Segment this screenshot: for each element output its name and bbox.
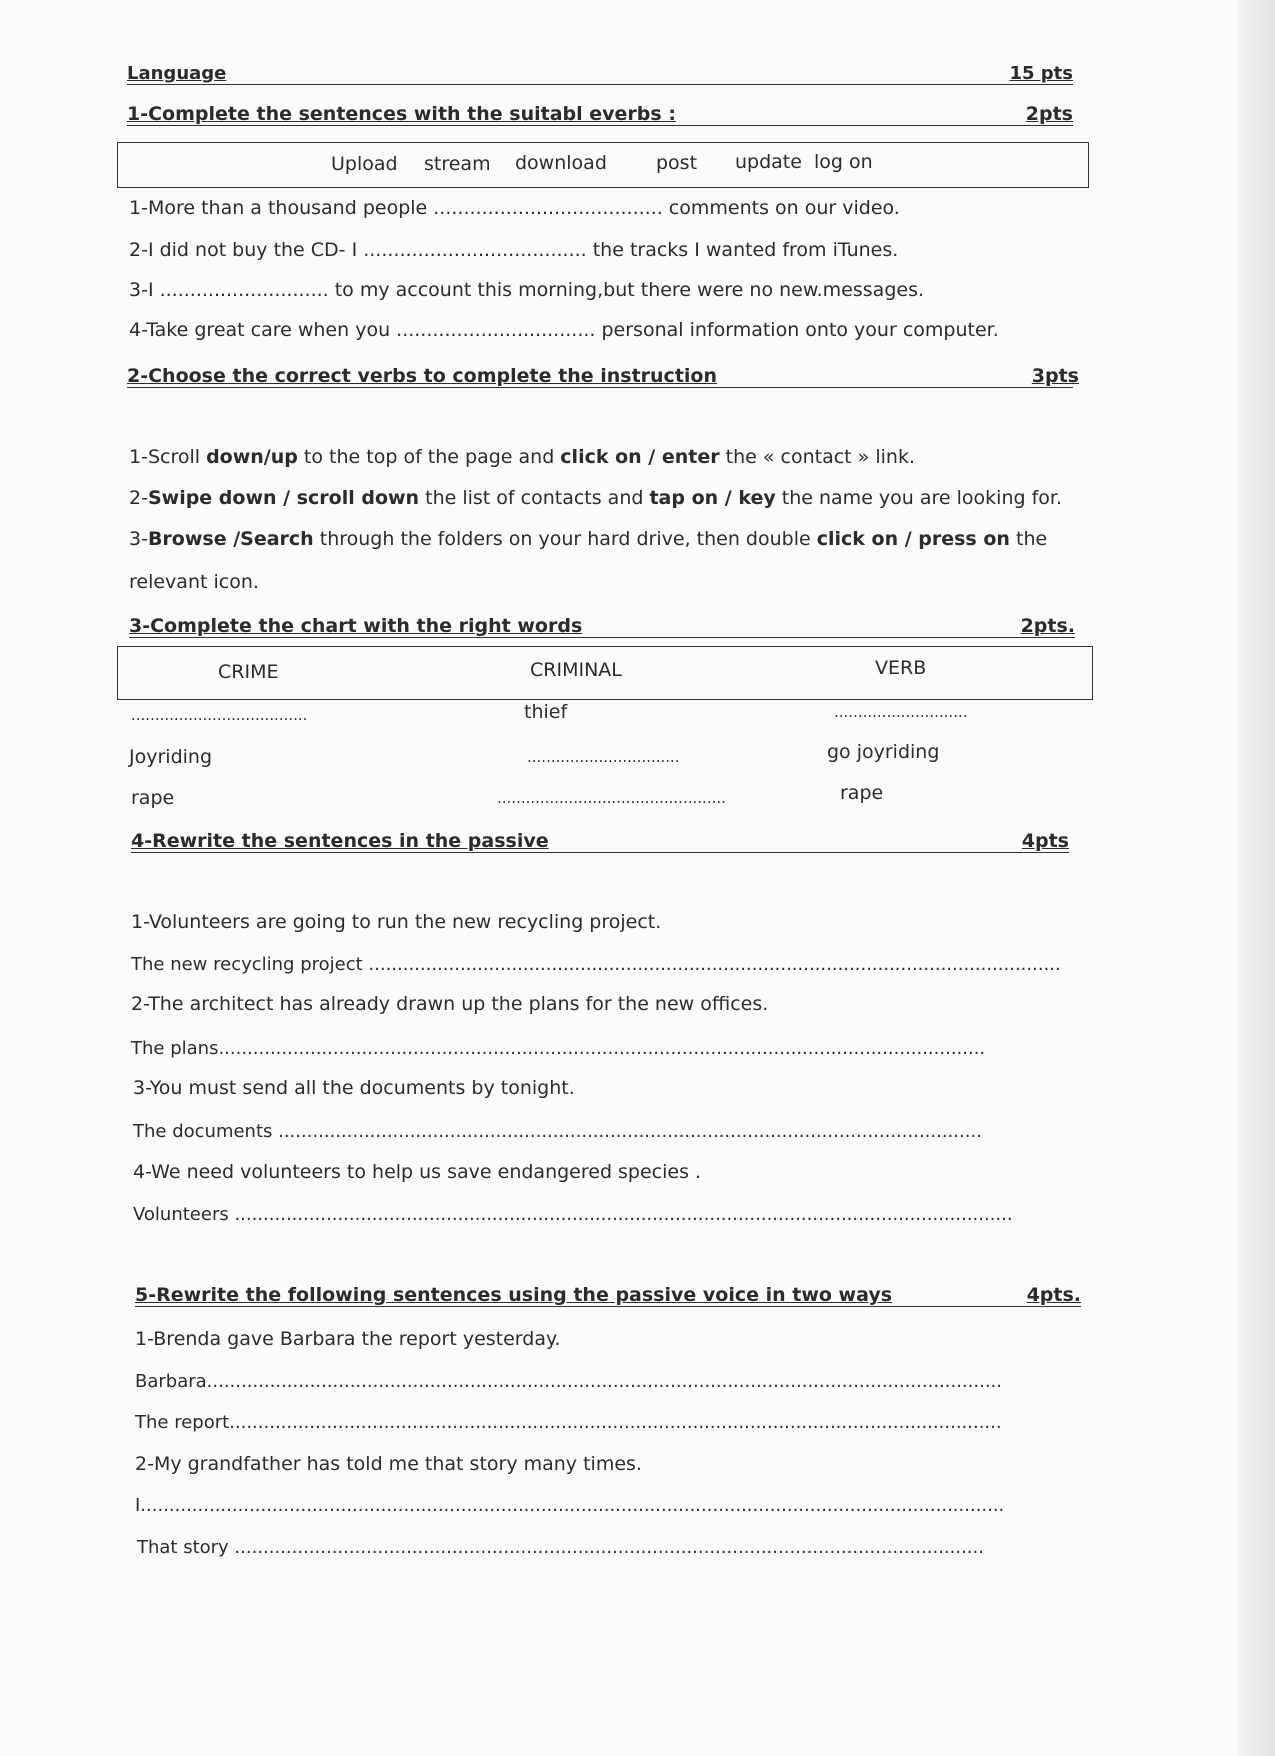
section4-line: The plans......................................................................................................................................	[131, 1038, 986, 1059]
section1-points: 2pts	[1025, 103, 1073, 125]
section5-heading	[135, 1280, 1081, 1307]
verb-choice: down/up	[206, 446, 298, 468]
section4-line: 1-Volunteers are going to run the new recycling project.	[131, 911, 662, 933]
chart-cell: rape	[840, 782, 884, 804]
word-bank-box	[117, 142, 1089, 188]
text: the	[1009, 528, 1048, 550]
section3-heading	[129, 611, 1075, 638]
section1-heading	[127, 99, 1073, 126]
text: 2-	[129, 487, 148, 509]
section4-line: The documents ...........................................................................................................................	[133, 1121, 982, 1142]
section5-line: The report.......................................................................................................................................	[135, 1412, 1002, 1433]
section2-continuation: relevant icon.	[129, 571, 259, 593]
section1-title: 1-Complete the sentences with the suitabl everbs :	[127, 103, 676, 125]
text: to the top of the page and	[297, 446, 561, 468]
text: the name you are looking for.	[775, 487, 1063, 509]
section2-heading	[127, 361, 1079, 388]
section2-item	[129, 445, 915, 469]
text: the « contact » link.	[719, 446, 915, 468]
word-bank-word: download	[515, 152, 607, 174]
section2-item	[129, 486, 1062, 510]
section3-title: 3-Complete the chart with the right words	[129, 615, 583, 637]
chart-cell: rape	[131, 787, 175, 809]
chart-header-box	[117, 646, 1093, 700]
text: through the folders on your hard drive, then double	[313, 528, 817, 550]
page-edge	[1237, 0, 1275, 1756]
section2-points: 3pts	[1031, 365, 1079, 387]
word-bank-word: stream	[424, 153, 491, 175]
chart-header: VERB	[875, 657, 927, 679]
section5-line: 1-Brenda gave Barbara the report yesterday.	[135, 1328, 561, 1350]
chart-cell: thief	[524, 701, 568, 723]
section1-item: 2-I did not buy the CD- I ..................................... the tracks I wanted from iTunes.	[129, 239, 899, 261]
word-bank-word: update	[735, 151, 802, 173]
section5-points: 4pts.	[1026, 1284, 1081, 1306]
verb-choice: click on / press on	[816, 528, 1010, 550]
section5-title: 5-Rewrite the following sentences using the passive voice in two ways	[135, 1284, 893, 1306]
section1-item: 1-More than a thousand people ...................................... comments on our video.	[129, 197, 900, 219]
chart-cell: ............................	[834, 703, 968, 721]
section1-item: 4-Take great care when you ................................. personal information onto your computer.	[129, 319, 999, 341]
section1-item: 3-I ............................ to my account this morning,but there were no new.messages.	[129, 279, 925, 301]
verb-choice: Browse /Search	[147, 528, 314, 550]
section2-title: 2-Choose the correct verbs to complete the instruction	[127, 365, 717, 387]
section4-line: 3-You must send all the documents by tonight.	[133, 1077, 575, 1099]
chart-header: CRIMINAL	[530, 659, 622, 681]
section4-points: 4pts	[1021, 830, 1069, 852]
text: the list of contacts and	[419, 487, 650, 509]
text: 1-Scroll	[129, 446, 207, 468]
chart-cell: ................................	[527, 748, 680, 766]
section5-line: I.......................................................................................................................................................	[135, 1495, 1005, 1516]
section4-title: 4-Rewrite the sentences in the passive	[131, 830, 549, 852]
section4-line: 4-We need volunteers to help us save endangered species .	[133, 1161, 702, 1183]
chart-cell: ................................................	[497, 789, 726, 807]
chart-cell: Joyriding	[129, 746, 213, 768]
section3-points: 2pts.	[1020, 615, 1075, 637]
section4-line: Volunteers ........................................................................................................................................	[133, 1204, 1013, 1225]
verb-choice: tap on / key	[649, 487, 776, 509]
verb-choice: Swipe down / scroll down	[147, 487, 420, 509]
section2-item	[129, 527, 1047, 551]
word-bank-word: post	[656, 152, 698, 174]
language-header	[127, 58, 1073, 85]
section5-line: That story ...................................................................................................................................	[137, 1537, 984, 1558]
chart-header: CRIME	[218, 661, 279, 683]
chart-cell: .....................................	[131, 706, 308, 724]
verb-choice: click on / enter	[560, 446, 720, 468]
section4-line: The new recycling project .........................................................................................................................	[131, 954, 1061, 975]
section4-heading	[131, 826, 1069, 853]
header-title: Language	[127, 63, 227, 84]
section5-line: Barbara...........................................................................................................................................	[135, 1371, 1002, 1392]
word-bank-word: Upload	[331, 153, 398, 175]
text: 3-	[129, 528, 148, 550]
header-points: 15 pts	[1009, 63, 1073, 84]
word-bank-word: log on	[814, 151, 873, 173]
section4-line: 2-The architect has already drawn up the plans for the new offices.	[131, 993, 769, 1015]
chart-cell: go joyriding	[827, 741, 940, 763]
section5-line: 2-My grandfather has told me that story many times.	[135, 1453, 642, 1475]
